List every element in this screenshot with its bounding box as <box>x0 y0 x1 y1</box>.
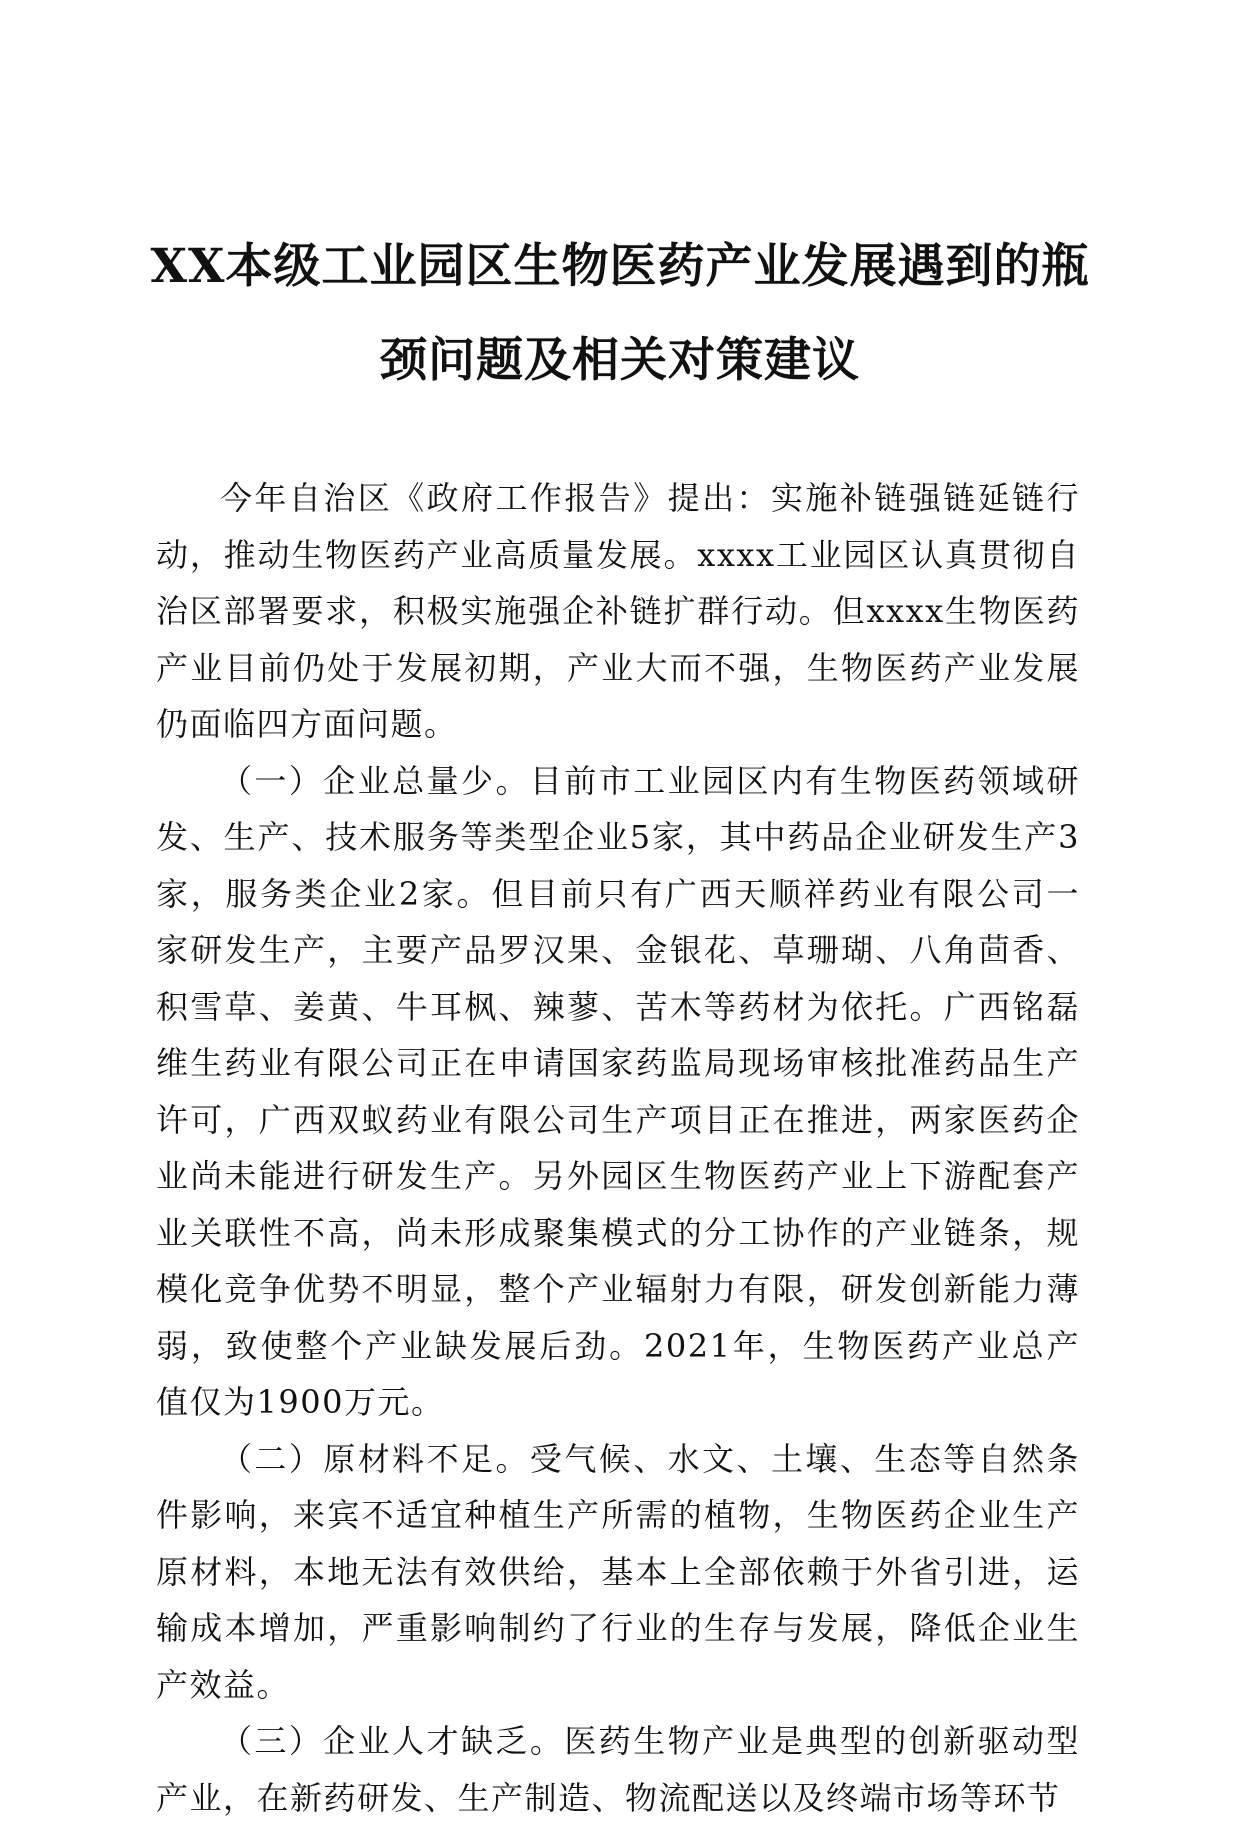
title-line-1: XX本级工业园区生物医药产业发展遇到的瓶 <box>150 239 1090 294</box>
document-title <box>150 220 1090 408</box>
paragraph-issue-2: （二）原材料不足。受气候、水文、土壤、生态等自然条件影响，来宾不适宜种植生产所需的植物，生物医药企业生产原材料，本地无法有效供给，基本上全部依赖于外省引进，运输成本增加，严重影响制约了行业的生存与发展，降低企业生产效益。 <box>156 1439 1080 1704</box>
paragraph-issue-3: （三）企业人才缺乏。医药生物产业是典型的创新驱动型产业，在新药研发、生产制造、物流配送以及终端市场等环节 <box>156 1722 1080 1817</box>
paragraph-issue-1: （一）企业总量少。目前市工业园区内有生物医药领域研发、生产、技术服务等类型企业5家，其中药品企业研发生产3家，服务类企业2家。但目前只有广西天顺祥药业有限公司一家研发生产，主要产品罗汉果、金银花、草珊瑚、八角茴香、积雪草、姜黄、牛耳枫、辣蓼、苦木等药材为依托。广西铭磊维生药业有限公司正在申请国家药监局现场审核批准药品生产许可，广西双蚁药业有限公司生产项目正在推进，两家医药企业尚未能进行研发生产。另外园区生物医药产业上下游配套产业关联性不高，尚未形成聚集模式的分工协作的产业链条，规模化竞争优势不明显，整个产业辐射力有限，研发创新能力薄弱，致使整个产业缺发展后劲。2021年，生物医药产业总产值仅为1900万元。 <box>156 761 1080 1421</box>
paragraph-intro: 今年自治区《政府工作报告》提出：实施补链强链延链行动，推动生物医药产业高质量发展。xxxx工业园区认真贯彻自治区部署要求，积极实施强企补链扩群行动。但xxxx生物医药产业目前仍处于发展初期，产业大而不强，生物医药产业发展仍面临四方面问题。 <box>156 479 1080 743</box>
document-body <box>156 470 1080 1826</box>
title-line-2: 颈问题及相关对策建议 <box>380 333 860 388</box>
